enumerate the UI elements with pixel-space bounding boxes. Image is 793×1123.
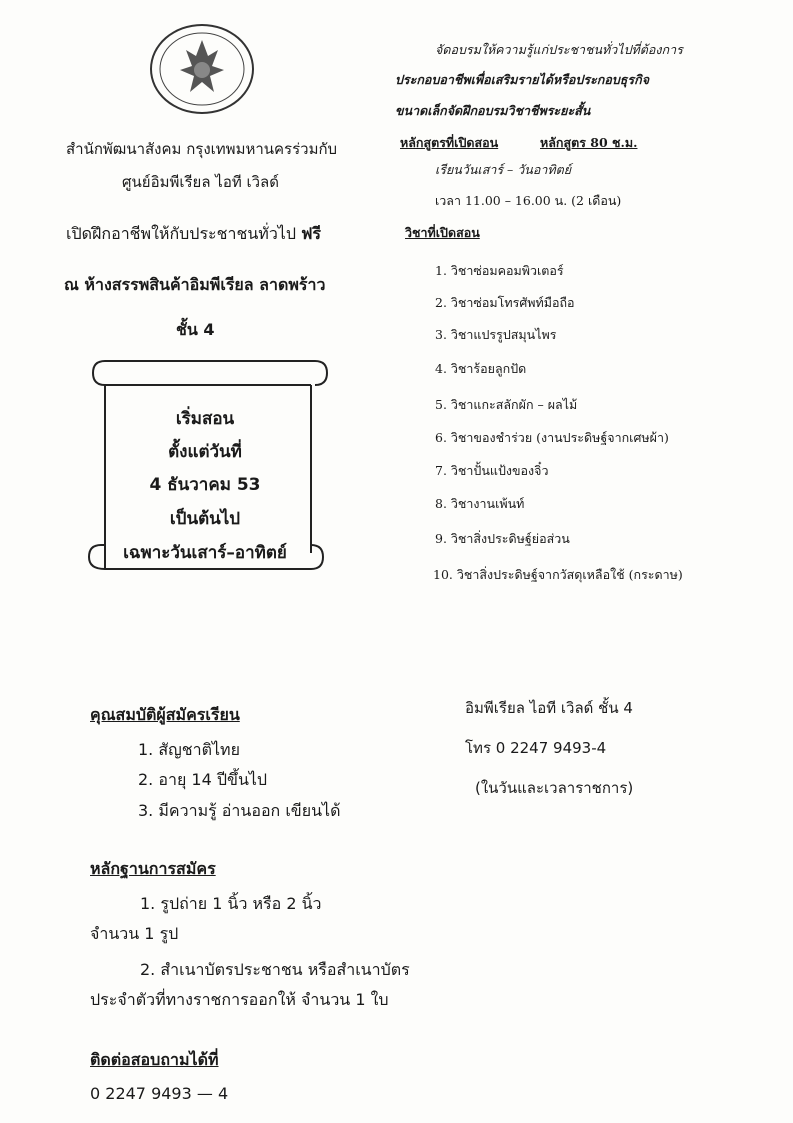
qualifications-title: คุณสมบัติผู้สมัครเรียน: [90, 705, 240, 724]
royal-seal-icon: [152, 26, 252, 112]
announcement-free: ฟรี: [301, 224, 322, 243]
qualification-item: 3. มีความรู้ อ่านออก เขียนได้: [138, 801, 341, 820]
document-item-2-line-1: 2. สำเนาบัตรประชาชน หรือสำเนาบัตร: [140, 960, 410, 979]
intro-line-1: จัดอบรมให้ความรู้แก่ประชาชนทั่วไปที่ต้องการ: [435, 42, 683, 57]
announcement: [66, 222, 321, 247]
schedule-time: เวลา 11.00 – 16.00 น. (2 เดือน): [435, 193, 622, 208]
intro-line-3: ขนาดเล็กจัดฝึกอบรมวิชาชีพระยะสั้น: [395, 103, 591, 118]
scroll-line-2: ตั้งแต่วันที่: [168, 442, 242, 462]
subject-item: 4. วิชาร้อยลูกปัด: [435, 361, 527, 376]
subject-item: 1. วิชาซ่อมคอมพิวเตอร์: [435, 263, 564, 278]
subject-item: 10. วิชาสิ่งประดิษฐ์จากวัสดุเหลือใช้ (กระดาษ): [433, 567, 683, 582]
qualification-item: 1. สัญชาติไทย: [138, 740, 240, 759]
scroll-line-1: เริ่มสอน: [175, 409, 235, 429]
document-item-2-line-2: ประจำตัวที่ทางราชการออกให้ จำนวน 1 ใบ: [90, 990, 389, 1009]
contact-phone: 0 2247 9493 — 4: [90, 1084, 229, 1103]
org-line-2: ศูนย์อิมพีเรียล ไอที เวิลด์: [122, 173, 279, 191]
curriculum-label: หลักสูตรที่เปิดสอน: [400, 135, 499, 150]
intro-line-2: ประกอบอาชีพเพื่อเสริมรายได้หรือประกอบธุรกิจ: [395, 72, 650, 87]
scroll-line-4: เป็นต้นไป: [169, 509, 241, 529]
subject-item: 3. วิชาแปรรูปสมุนไพร: [435, 327, 557, 342]
org-line-1: สำนักพัฒนาสังคม กรุงเทพมหานครร่วมกับ: [66, 140, 338, 158]
qualification-item: 2. อายุ 14 ปีขึ้นไป: [138, 770, 268, 789]
document-item-1-line-1: 1. รูปถ่าย 1 นิ้ว หรือ 2 นิ้ว: [140, 894, 322, 913]
contact-title: ติดต่อสอบถามได้ที่: [90, 1050, 219, 1069]
subject-item: 2. วิชาซ่อมโทรศัพท์มือถือ: [435, 295, 575, 310]
royal-seal: [150, 24, 254, 114]
subject-item: 6. วิชาของชำร่วย (งานประดิษฐ์จากเศษผ้า): [435, 430, 669, 445]
subjects-label: วิชาที่เปิดสอน: [405, 225, 480, 240]
schedule-days: เรียนวันเสาร์ – วันอาทิตย์: [435, 162, 572, 177]
subject-item: 9. วิชาสิ่งประดิษฐ์ย่อส่วน: [435, 531, 570, 546]
subject-item: 7. วิชาปั้นแป้งของจิ๋ว: [435, 463, 549, 478]
venue-line: ณ ห้างสรรพสินค้าอิมพีเรียล ลาดพร้าว: [64, 275, 326, 294]
scroll-line-5: เฉพาะวันเสาร์–อาทิตย์: [123, 543, 287, 563]
documents-title: หลักฐานการสมัคร: [90, 859, 216, 878]
contact-box-line-1: อิมพีเรียล ไอที เวิลด์ ชั้น 4: [465, 699, 633, 717]
scroll-line-3: 4 ธันวาคม 53: [149, 475, 261, 495]
announcement-text: เปิดฝึกอาชีพให้กับประชาชนทั่วไป: [66, 224, 302, 243]
document-item-1-line-2: จำนวน 1 รูป: [90, 924, 179, 943]
subject-item: 8. วิชางานเพ้นท์: [435, 496, 525, 511]
floor-line: ชั้น 4: [176, 320, 215, 339]
contact-box-line-2: โทร 0 2247 9493-4: [465, 739, 607, 757]
subject-item: 5. วิชาแกะสลักผัก – ผลไม้: [435, 397, 578, 412]
contact-box-line-3: (ในวันและเวลาราชการ): [475, 779, 634, 797]
curriculum-hours: หลักสูตร 80 ช.ม.: [540, 135, 638, 150]
